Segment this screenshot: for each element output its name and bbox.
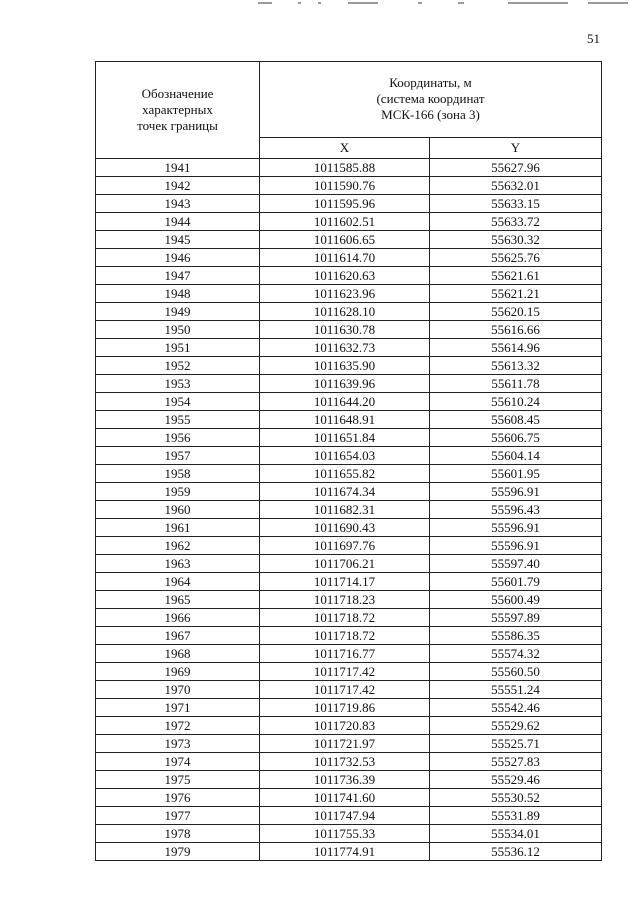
point-number: 1957: [96, 447, 260, 465]
y-coordinate: 55525.71: [430, 735, 602, 753]
x-coordinate: 1011585.88: [260, 159, 430, 177]
x-coordinate: 1011595.96: [260, 195, 430, 213]
y-coordinate: 55597.89: [430, 609, 602, 627]
y-coordinate: 55633.15: [430, 195, 602, 213]
point-number: 1954: [96, 393, 260, 411]
point-number: 1979: [96, 843, 260, 861]
x-coordinate: 1011632.73: [260, 339, 430, 357]
point-number: 1962: [96, 537, 260, 555]
point-number: 1955: [96, 411, 260, 429]
point-number: 1945: [96, 231, 260, 249]
y-header: Y: [430, 137, 602, 158]
y-coordinate: 55630.32: [430, 231, 602, 249]
table-row: [96, 159, 602, 177]
point-number: 1973: [96, 735, 260, 753]
x-coordinate: 1011644.20: [260, 393, 430, 411]
point-number: 1950: [96, 321, 260, 339]
y-coordinate: 55596.91: [430, 519, 602, 537]
x-coordinate: 1011620.63: [260, 267, 430, 285]
y-coordinate: 55632.01: [430, 177, 602, 195]
point-number: 1953: [96, 375, 260, 393]
table-row: [96, 195, 602, 213]
table-row: [96, 429, 602, 447]
x-coordinate: 1011674.34: [260, 483, 430, 501]
x-coordinate: 1011623.96: [260, 285, 430, 303]
x-coordinate: 1011630.78: [260, 321, 430, 339]
point-number: 1978: [96, 825, 260, 843]
table-row: [96, 465, 602, 483]
point-number: 1963: [96, 555, 260, 573]
table-row: [96, 321, 602, 339]
table-row: [96, 375, 602, 393]
table-row: [96, 537, 602, 555]
y-coordinate: 55608.45: [430, 411, 602, 429]
table-row: [96, 771, 602, 789]
y-coordinate: 55620.15: [430, 303, 602, 321]
point-number: 1958: [96, 465, 260, 483]
table-row: [96, 753, 602, 771]
y-coordinate: 55597.40: [430, 555, 602, 573]
x-coordinate: 1011614.70: [260, 249, 430, 267]
point-number: 1949: [96, 303, 260, 321]
page-number: 51: [587, 31, 600, 46]
y-coordinate: 55625.76: [430, 249, 602, 267]
x-coordinate: 1011706.21: [260, 555, 430, 573]
y-coordinate: 55616.66: [430, 321, 602, 339]
table-body: [96, 159, 602, 861]
x-coordinate: 1011717.42: [260, 681, 430, 699]
point-number: 1960: [96, 501, 260, 519]
x-coordinate: 1011774.91: [260, 843, 430, 861]
y-coordinate: 55586.35: [430, 627, 602, 645]
point-number: 1967: [96, 627, 260, 645]
y-coordinate: 55529.46: [430, 771, 602, 789]
y-coordinate: 55529.62: [430, 717, 602, 735]
table-row: [96, 483, 602, 501]
x-coordinate: 1011690.43: [260, 519, 430, 537]
point-number: 1943: [96, 195, 260, 213]
x-coordinate: 1011606.65: [260, 231, 430, 249]
table-row: [96, 213, 602, 231]
x-coordinate: 1011590.76: [260, 177, 430, 195]
x-coordinate: 1011639.96: [260, 375, 430, 393]
x-coordinate: 1011628.10: [260, 303, 430, 321]
point-number: 1956: [96, 429, 260, 447]
x-coordinate: 1011716.77: [260, 645, 430, 663]
y-coordinate: 55621.21: [430, 285, 602, 303]
x-coordinate: 1011747.94: [260, 807, 430, 825]
x-coordinate: 1011718.23: [260, 591, 430, 609]
table-row: [96, 699, 602, 717]
table-row: [96, 303, 602, 321]
y-coordinate: 55614.96: [430, 339, 602, 357]
y-coordinate: 55613.32: [430, 357, 602, 375]
y-coordinate: 55542.46: [430, 699, 602, 717]
table-row: [96, 609, 602, 627]
table-row: [96, 285, 602, 303]
table-row: [96, 357, 602, 375]
table-row: [96, 411, 602, 429]
point-number: 1964: [96, 573, 260, 591]
y-coordinate: 55531.89: [430, 807, 602, 825]
point-number: 1946: [96, 249, 260, 267]
y-coordinate: 55536.12: [430, 843, 602, 861]
x-coordinate: 1011755.33: [260, 825, 430, 843]
point-number: 1941: [96, 159, 260, 177]
table-row: [96, 843, 602, 861]
x-coordinate: 1011720.83: [260, 717, 430, 735]
table-row: [96, 267, 602, 285]
x-coordinate: 1011714.17: [260, 573, 430, 591]
point-number: 1968: [96, 645, 260, 663]
y-coordinate: 55551.24: [430, 681, 602, 699]
point-number: 1975: [96, 771, 260, 789]
x-coordinate: 1011682.31: [260, 501, 430, 519]
table-row: [96, 339, 602, 357]
point-number: 1965: [96, 591, 260, 609]
point-number: 1976: [96, 789, 260, 807]
point-number: 1951: [96, 339, 260, 357]
point-number: 1959: [96, 483, 260, 501]
y-coordinate: 55601.95: [430, 465, 602, 483]
point-number: 1944: [96, 213, 260, 231]
point-number: 1974: [96, 753, 260, 771]
point-number: 1970: [96, 681, 260, 699]
y-coordinate: 55633.72: [430, 213, 602, 231]
x-coordinate: 1011635.90: [260, 357, 430, 375]
point-number: 1966: [96, 609, 260, 627]
table-row: [96, 177, 602, 195]
y-coordinate: 55596.43: [430, 501, 602, 519]
y-coordinate: 55596.91: [430, 483, 602, 501]
x-coordinate: 1011741.60: [260, 789, 430, 807]
x-coordinate: 1011732.53: [260, 753, 430, 771]
table-row: [96, 231, 602, 249]
y-coordinate: 55574.32: [430, 645, 602, 663]
points-header: Обозначение характерных точек границы: [96, 62, 260, 159]
point-number: 1942: [96, 177, 260, 195]
point-number: 1961: [96, 519, 260, 537]
point-number: 1948: [96, 285, 260, 303]
y-coordinate: 55610.24: [430, 393, 602, 411]
y-coordinate: 55560.50: [430, 663, 602, 681]
y-coordinate: 55601.79: [430, 573, 602, 591]
point-number: 1977: [96, 807, 260, 825]
table-row: [96, 645, 602, 663]
x-coordinate: 1011719.86: [260, 699, 430, 717]
x-coordinate: 1011648.91: [260, 411, 430, 429]
y-coordinate: 55530.52: [430, 789, 602, 807]
point-number: 1972: [96, 717, 260, 735]
x-coordinate: 1011602.51: [260, 213, 430, 231]
y-coordinate: 55534.01: [430, 825, 602, 843]
y-coordinate: 55621.61: [430, 267, 602, 285]
y-coordinate: 55527.83: [430, 753, 602, 771]
y-coordinate: 55600.49: [430, 591, 602, 609]
x-header: X: [260, 137, 430, 158]
point-number: 1947: [96, 267, 260, 285]
table-row: [96, 627, 602, 645]
x-coordinate: 1011651.84: [260, 429, 430, 447]
table-row: [96, 735, 602, 753]
coordinates-header: Координаты, м (система координат МСК-166 (зона 3): [260, 62, 602, 138]
y-coordinate: 55596.91: [430, 537, 602, 555]
table-row: [96, 447, 602, 465]
y-coordinate: 55627.96: [430, 159, 602, 177]
table-row: [96, 555, 602, 573]
x-coordinate: 1011697.76: [260, 537, 430, 555]
x-coordinate: 1011654.03: [260, 447, 430, 465]
coordinates-table: [95, 61, 602, 861]
y-coordinate: 55611.78: [430, 375, 602, 393]
x-coordinate: 1011721.97: [260, 735, 430, 753]
table-row: [96, 501, 602, 519]
scan-marks: [258, 0, 628, 8]
x-coordinate: 1011736.39: [260, 771, 430, 789]
y-coordinate: 55606.75: [430, 429, 602, 447]
table-row: [96, 591, 602, 609]
x-coordinate: 1011655.82: [260, 465, 430, 483]
x-coordinate: 1011718.72: [260, 609, 430, 627]
x-coordinate: 1011718.72: [260, 627, 430, 645]
table-row: [96, 249, 602, 267]
point-number: 1952: [96, 357, 260, 375]
table-row: [96, 519, 602, 537]
table-row: [96, 681, 602, 699]
table-row: [96, 825, 602, 843]
table-row: [96, 393, 602, 411]
table-row: [96, 717, 602, 735]
point-number: 1971: [96, 699, 260, 717]
x-coordinate: 1011717.42: [260, 663, 430, 681]
table-row: [96, 663, 602, 681]
y-coordinate: 55604.14: [430, 447, 602, 465]
table-row: [96, 807, 602, 825]
point-number: 1969: [96, 663, 260, 681]
table-row: [96, 789, 602, 807]
table-row: [96, 573, 602, 591]
